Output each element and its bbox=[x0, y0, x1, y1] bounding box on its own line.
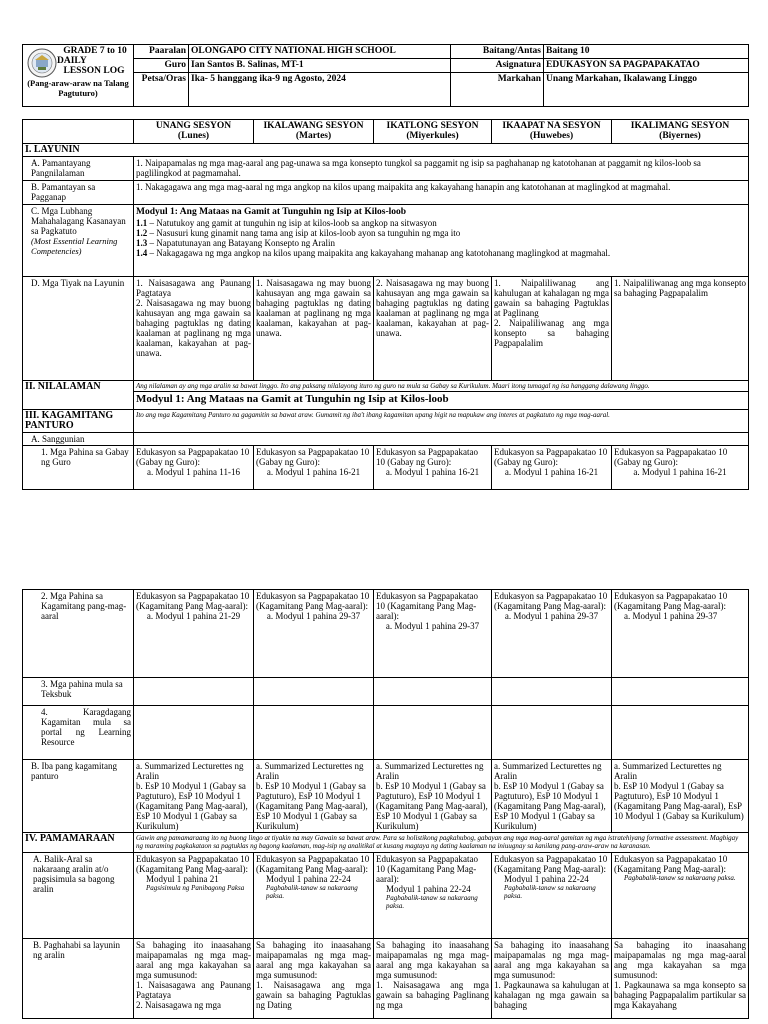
balik-aral-label: A. Balik-Aral sa nakaraang aralin at/o pagsisimula sa bagong aralin bbox=[23, 853, 134, 939]
melc-item: 1.2 – Nasusuri kung ginamit nang tama ang isip at kilos-loob ayon sa tunguhin ng mga ito bbox=[136, 228, 461, 238]
iba-cell-5: a. Summarized Lecturettes ng Aralin b. EsP 10 Modyul 1 (Gabay sa Pagtuturo), EsP 10 Modyul 1 (Kagamitang Pang Mag-aaral), EsP 10 Modyul 1 (Gabay sa Kurikulum) bbox=[612, 760, 749, 833]
iba-cell-1: a. Summarized Lecturettes ng Aralin b. EsP 10 Modyul 1 (Gabay sa Pagtuturo), EsP 10 Modyul 1 (Kagamitang Pang Mag-aaral), EsP 10 Modyul 1 (Gabay sa Kurikulum) bbox=[134, 760, 254, 833]
sanggunian-label: A. Sanggunian bbox=[23, 433, 134, 446]
lesson-table-page2 bbox=[22, 589, 749, 1019]
pagganap-label: B. Pamantayan sa Pagganap bbox=[23, 181, 134, 205]
paghahabi-cell-2: Sa bahaging ito inaasahang maipapamalas ng mga mag-aaral ang mga kakayahan sa mga sumusunod: 1. Naisasagawa ang mga gawain sa bahaging Pagtuklas ng Dating bbox=[254, 939, 374, 1019]
deped-seal-icon bbox=[27, 48, 57, 78]
logo-sub1: DAILY bbox=[57, 56, 87, 66]
melc-item: 1.4 – Nakagagawa ng mga angkop na kilos upang maipakita ang kakayahang mahanap ang katotohanang maglingkod at magmahal. bbox=[136, 248, 611, 258]
session-header-4: IKAAPAT NA SESYON (Huwebes) bbox=[492, 120, 612, 144]
sanggunian-empty bbox=[134, 433, 749, 446]
mag-aaral-cell-3: Edukasyon sa Pagpapakatao 10 (Kagamitang Pang Mag-aaral): a. Modyul 1 pahina 29-37 bbox=[374, 590, 492, 678]
mag-aaral-cell-1: Edukasyon sa Pagpapakatao 10 (Kagamitang Pang Mag-aaral): a. Modyul 1 pahina 21-29 bbox=[134, 590, 254, 678]
teksbuk-cell bbox=[374, 678, 492, 706]
melc-item: 1.3 – Napatutunayan ang Batayang Konsepto ng Aralin bbox=[136, 238, 335, 248]
markahan-label: Markahan bbox=[451, 73, 544, 107]
logo-sub3: (Pang-araw-araw na Talang Pagtuturo) bbox=[27, 78, 129, 98]
header-table bbox=[22, 44, 749, 107]
session-header-5: IKALIMANG SESYON (Biyernes) bbox=[612, 120, 749, 144]
teksbuk-cell bbox=[134, 678, 254, 706]
mag-aaral-cell-5: Edukasyon sa Pagpapakatao 10 (Kagamitang Pang Mag-aaral): a. Modyul 1 pahina 29-37 bbox=[612, 590, 749, 678]
session-header-2: IKALAWANG SESYON (Martes) bbox=[254, 120, 374, 144]
gabay-cell-4: Edukasyon sa Pagpapakatao 10 (Gabay ng Guro): a. Modyul 1 pahina 16-21 bbox=[492, 446, 612, 490]
tiyak-label: D. Mga Tiyak na Layunin bbox=[23, 277, 134, 381]
session-header-3: IKATLONG SESYON (Miyerkules) bbox=[374, 120, 492, 144]
pamantayang-label: A. Pamantayang Pangnilalaman bbox=[23, 157, 134, 181]
baitang-value: Baitang 10 bbox=[544, 45, 749, 59]
nilalaman-note: Ang nilalaman ay ang mga aralin sa bawat linggo. Ito ang paksang nilalayong ituro ng guro na mula sa Gabay sa Kurikulum. Maari itong tumagal ng isa hanggang dalawang linggo. bbox=[134, 381, 749, 392]
tiyak-cell-1: 1. Naisasagawa ang Paunang Pagtataya 2. Naisasagawa ng may buong kahusayan ang mga gawain sa bahaging pagtuklas ng dating kaalaman at paglinang ng mga kaalaman, kakayahan at pag-unawa. bbox=[134, 277, 254, 381]
iba-label: B. Iba pang kagamitang panturo bbox=[23, 760, 134, 833]
paghahabi-cell-3: Sa bahaging ito inaasahang maipapamalas ng mga mag-aaral ang mga kakayahan sa mga sumusunod: 1. Naisasagawa ang mga gawain sa bahaging Paglinang ng mga bbox=[374, 939, 492, 1019]
petsa-label: Petsa/Oras bbox=[134, 73, 189, 107]
layunin-title: I. LAYUNIN bbox=[23, 144, 749, 157]
tiyak-cell-5: 1. Naipaliliwanag ang mga konsepto sa bahaging Pagpapalalim bbox=[612, 277, 749, 381]
iba-cell-4: a. Summarized Lecturettes ng Aralin b. EsP 10 Modyul 1 (Gabay sa Pagtuturo), EsP 10 Modyul 1 (Kagamitang Pang Mag-aaral), EsP 10 Modyul 1 (Gabay sa Kurikulum) bbox=[492, 760, 612, 833]
gabay-cell-2: Edukasyon sa Pagpapakatao 10 (Gabay ng Guro): a. Modyul 1 pahina 16-21 bbox=[254, 446, 374, 490]
logo-cell bbox=[23, 45, 134, 107]
gabay-cell-5: Edukasyon sa Pagpapakatao 10 (Gabay ng Guro): a. Modyul 1 pahina 16-21 bbox=[612, 446, 749, 490]
iba-cell-2: a. Summarized Lecturettes ng Aralin b. EsP 10 Modyul 1 (Gabay sa Pagtuturo), EsP 10 Modyul 1 (Kagamitang Pang Mag-aaral), EsP 10 Modyul 1 (Gabay sa Kurikulum) bbox=[254, 760, 374, 833]
kagamitan-note: Ito ang mga Kagamitang Panturo na gagamitin sa bawat araw. Gumamit ng iba't ibang kagamitan upang higit na mapukaw ang interes at pagkatuto ng mga mag-aaral. bbox=[134, 410, 749, 433]
corner-cell bbox=[23, 120, 134, 144]
teksbuk-cell bbox=[254, 678, 374, 706]
paaralan-value: OLONGAPO CITY NATIONAL HIGH SCHOOL bbox=[189, 45, 451, 59]
paghahabi-label: B. Paghahabi sa layunin ng aralin bbox=[23, 939, 134, 1019]
pamamaraan-title: IV. PAMAMARAAN bbox=[23, 833, 134, 853]
tiyak-cell-3: 2. Naisasagawa ng may buong kahusayan ang mga gawain sa bahaging pagtuklas ng dating kaalaman at paglinang ng mga kaalaman, kakayahan at pag-unawa. bbox=[374, 277, 492, 381]
asignatura-value: EDUKASYON SA PAGPAPAKATAO bbox=[544, 59, 749, 73]
nilalaman-title: II. NILALAMAN bbox=[23, 381, 134, 410]
balik-aral-cell-1: Edukasyon sa Pagpapakatao 10 (Kagamitang Pang Mag-aaral): Modyul 1 pahina 21 Pagsisimula ng Panibagong Paksa bbox=[134, 853, 254, 939]
melc-item: 1.1 – Natutukoy ang gamit at tunguhin ng isip at kilos-loob sa angkop na sitwasyon bbox=[136, 218, 437, 228]
mag-aaral-label: 2. Mga Pahina sa Kagamitang pang-mag-aaral bbox=[23, 590, 134, 678]
portal-cell bbox=[612, 706, 749, 760]
paghahabi-cell-1: Sa bahaging ito inaasahang maipapamalas ng mga mag-aaral ang mga kakayahan sa mga sumusunod: 1. Naisasagawa ang Paunang Pagtataya 2. Naisasagawa ng mga bbox=[134, 939, 254, 1019]
pagganap-text: 1. Nakagagawa ang mga mag-aaral ng mga angkop na kilos upang maipakita ang kakayahang hanapin ang katotohanan at maglingkod at magmahal. bbox=[134, 181, 749, 205]
markahan-value: Unang Markahan, Ikalawang Linggo bbox=[544, 73, 749, 107]
teksbuk-cell bbox=[492, 678, 612, 706]
balik-aral-cell-3: Edukasyon sa Pagpapakatao 10 (Kagamitang Pang Mag-aaral): Modyul 1 pahina 22-24 Pagbabalik-tanaw sa nakaraang paksa. bbox=[374, 853, 492, 939]
gabay-cell-3: Edukasyon sa Pagpapakatao 10 (Gabay ng Guro): a. Modyul 1 pahina 16-21 bbox=[374, 446, 492, 490]
balik-aral-cell-5: Edukasyon sa Pagpapakatao 10 (Kagamitang Pang Mag-aaral): Pagbabalik-tanaw sa nakaraang paksa. bbox=[612, 853, 749, 939]
mag-aaral-cell-4: Edukasyon sa Pagpapakatao 10 (Kagamitang Pang Mag-aaral): a. Modyul 1 pahina 29-37 bbox=[492, 590, 612, 678]
kagamitan-title: III. KAGAMITANG PANTURO bbox=[23, 410, 134, 433]
logo-sub2: LESSON LOG bbox=[63, 66, 125, 76]
pamamaraan-note: Gawin ang pamamaraang ito ng buong lingo at tiyakin na may Gawain sa bawat araw. Para sa holistikong pagkahubog, gabayan ang mga mag-aaral gamitan ng mga istratehiyang formative assessment. Magbigay ng maraming pagkakataon sa pagtuklas ng bagong kaalaman, mag-isip ng analitikal at kusang magtaya ng dating kaalaman na iniuugnay sa kanilang pang-araw-araw na karanasan. bbox=[134, 833, 749, 853]
guro-value: Ian Santos B. Salinas, MT-1 bbox=[189, 59, 451, 73]
logo-title: GRADE 7 to 10 bbox=[63, 46, 127, 56]
melc-module-title: Modyul 1: Ang Mataas na Gamit at Tunguhin ng Isip at Kilos-loob bbox=[136, 207, 407, 217]
session-header-1: UNANG SESYON (Lunes) bbox=[134, 120, 254, 144]
tiyak-cell-4: 1. Naipaliliwanag ang kahulugan at kahalagan ng mga gawain sa bahaging Pagtuklas at Paglinang 2. Naipaliliwanag ang mga konsepto sa bahaging Pagpapalalim bbox=[492, 277, 612, 381]
asignatura-label: Asignatura bbox=[451, 59, 544, 73]
mag-aaral-cell-2: Edukasyon sa Pagpapakatao 10 (Kagamitang Pang Mag-aaral): a. Modyul 1 pahina 29-37 bbox=[254, 590, 374, 678]
paghahabi-cell-5: Sa bahaging ito inaasahang maipapamalas ng mga mag-aaral ang mga kakayahan sa mga sumusunod: 1. Pagkaunawa sa mga konsepto sa bahaging Pagpapalalim partikular sa mga Kakayahang bbox=[612, 939, 749, 1019]
portal-label: 4. Karagdagang Kagamitan mula sa portal ng Learning Resource bbox=[23, 706, 134, 760]
pamantayang-text: 1. Naipapamalas ng mga mag-aaral ang pag-unawa sa mga konsepto tungkol sa paggamit ng isip sa paghahanap ng katotohanan at paggamit ng kilos-loob sa paglilingkod at pagmamahal. bbox=[134, 157, 749, 181]
teksbuk-label: 3. Mga pahina mula sa Teksbuk bbox=[23, 678, 134, 706]
guro-label: Guro bbox=[134, 59, 189, 73]
nilalaman-module: Modyul 1: Ang Mataas na Gamit at Tunguhin ng Isip at Kilos-loob bbox=[134, 392, 749, 410]
paaralan-label: Paaralan bbox=[134, 45, 189, 59]
balik-aral-cell-2: Edukasyon sa Pagpapakatao 10 (Kagamitang Pang Mag-aaral): Modyul 1 pahina 22-24 Pagbabalik-tanaw sa nakaraang paksa. bbox=[254, 853, 374, 939]
portal-cell bbox=[492, 706, 612, 760]
iba-cell-3: a. Summarized Lecturettes ng Aralin b. EsP 10 Modyul 1 (Gabay sa Pagtuturo), EsP 10 Modyul 1 (Kagamitang Pang Mag-aaral), EsP 10 Modyul 1 (Gabay sa Kurikulum) bbox=[374, 760, 492, 833]
petsa-value: Ika- 5 hanggang ika-9 ng Agosto, 2024 bbox=[189, 73, 451, 107]
baitang-label: Baitang/Antas bbox=[451, 45, 544, 59]
gabay-guro-label: 1. Mga Pahina sa Gabay ng Guro bbox=[23, 446, 134, 490]
portal-cell bbox=[254, 706, 374, 760]
balik-aral-cell-4: Edukasyon sa Pagpapakatao 10 (Kagamitang Pang Mag-aaral): Modyul 1 pahina 22-24 Pagbabalik-tanaw sa nakaraang paksa. bbox=[492, 853, 612, 939]
portal-cell bbox=[374, 706, 492, 760]
melc-content bbox=[134, 205, 749, 277]
paghahabi-cell-4: Sa bahaging ito inaasahang maipapamalas ng mga mag-aaral ang mga kakayahan sa mga sumusunod: 1. Pagkaunawa sa kahulugan at kahalagan ng mga gawain sa bahaging bbox=[492, 939, 612, 1019]
teksbuk-cell bbox=[612, 678, 749, 706]
portal-cell bbox=[134, 706, 254, 760]
melc-label: C. Mga Lubhang Mahahalagang Kasanayan sa Pagkatuto (Most Essential Learning Competencies) bbox=[23, 205, 134, 277]
lesson-table-page1 bbox=[22, 119, 749, 490]
tiyak-cell-2: 1. Naisasagawa ng may buong kahusayan ang mga gawain sa bahaging pagtuklas ng dating kaalaman at paglinang ng mga kaalaman, kakayahan at pag-unawa. bbox=[254, 277, 374, 381]
gabay-cell-1: Edukasyon sa Pagpapakatao 10 (Gabay ng Guro): a. Modyul 1 pahina 11-16 bbox=[134, 446, 254, 490]
